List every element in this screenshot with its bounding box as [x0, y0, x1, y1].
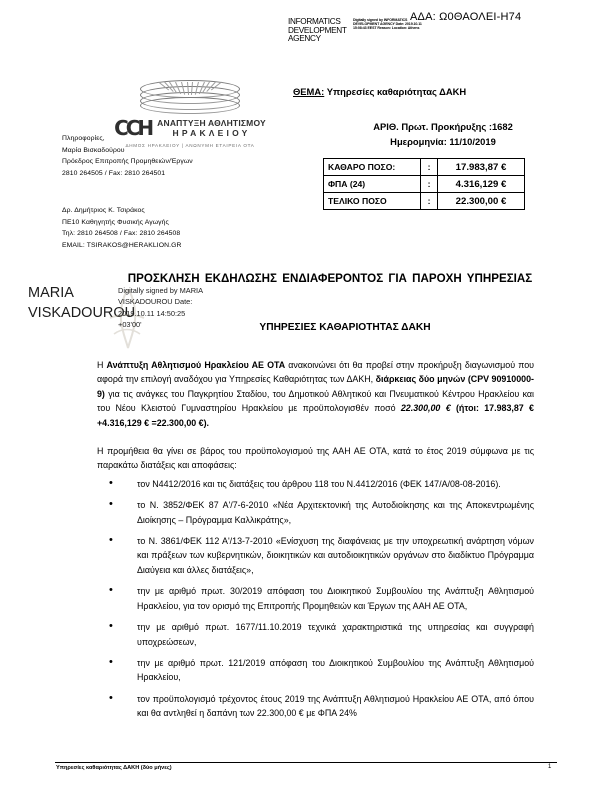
- table-row: [324, 193, 525, 210]
- amount-colon-total: :: [421, 193, 438, 210]
- contact-secondary-line-2: ΠΕ10 Καθηγητής Φυσικής Αγωγής: [62, 218, 169, 226]
- para1-seg3: διαγωνισμού που αφορά την επιλογή αναδόχου για Υπηρεσίες Καθαριότητας των ΔΑΚΗ,: [97, 360, 534, 385]
- para1-seg4: για τις ανάγκες του Παγκρητίου Σταδίου, του Δημοτικού Αθλητικού και Πνευματικού Κέντρου Ηρακλείου και του Νέου Κλειστού Γυμναστηρίου Ηρακλείου με προϋπολογισθέν ποσό: [97, 388, 534, 414]
- signature-metadata: Digitally signed by MARIA VISKADOUROU Date: 2019.10.11 14:50:25 +03'00': [118, 286, 203, 330]
- legal-clauses-list: [97, 477, 534, 721]
- footer-title: Υπηρεσίες καθαριότητας ΔΑΚΗ (δύο μήνες): [56, 765, 172, 771]
- logo-monogram-icon: CCH: [114, 116, 152, 140]
- document-body: [97, 358, 534, 728]
- ida-stamp-agency-name: INFORMATICS DEVELOPMENT AGENCY: [288, 17, 347, 44]
- stadium-arcs-icon: [140, 80, 240, 113]
- logo-line-2: ΗΡΑΚΛΕΙΟΥ: [172, 128, 251, 138]
- subject-line: [293, 86, 466, 97]
- logo-line-3: ΔΗΜΟΣ ΗΡΑΚΛΕΙΟΥ | ΑΝΩΝΥΜΗ ΕΤΑΙΡΕΙΑ ΟΤΑ: [125, 142, 255, 148]
- list-item: • τον προϋπολογισμό τρέχοντος έτους 2019 της Ανάπτυξη Αθλητισμού Ηρακλείου ΑΕ ΟΤΑ, από όπου και θα αντληθεί η δαπάνη των 22.300,00 € με ΦΠΑ 24%: [97, 692, 534, 721]
- para1-amount-bold: 22.300,00 €: [400, 403, 451, 414]
- protocol-date: Ημερομηνία: 11/10/2019: [390, 136, 496, 147]
- protocol-number: ΑΡΙΘ. Πρωτ. Προκήρυξης :1682: [373, 121, 513, 132]
- list-item: • την με αριθμό πρωτ. 1677/11.10.2019 τεχνικά χαρακτηριστικά της υπηρεσίας και συγγραφή υποχρεώσεων,: [97, 620, 534, 649]
- paragraph-announcement: [97, 358, 534, 430]
- paragraph-budget: Η προμήθεια θα γίνει σε βάρος του προϋπολογισμού της ΑΑΗ ΑΕ ΟΤΑ, κατά το έτος 2019 σύμφωνα με τις παρακάτω διατάξεις και αποφάσεις:: [97, 446, 534, 471]
- ada-reference-number: ΑΔΑ: Ω0ΘΑΟΛΕΙ-Η74: [410, 11, 522, 23]
- contact-secondary-line-1: Δρ. Δημήτριος Κ. Τσιράκος: [62, 207, 145, 214]
- ida-digital-signature-stamp: [288, 18, 425, 44]
- amount-label-net: ΚΑΘΑΡΟ ΠΟΣΟ:: [324, 159, 421, 176]
- list-item: • την με αριθμό πρωτ. 30/2019 απόφαση του Διοικητικού Συμβουλίου της Ανάπτυξη Αθλητισμού Ηρακλείου, για τον ορισμό της Επιτροπής Προμηθειών και Έργων της ΑΑΗ ΑΕ ΟΤΑ,: [97, 584, 534, 613]
- signature-name: MARIA VISKADOUROU: [28, 285, 136, 321]
- footer-divider: [55, 762, 557, 763]
- page-title: ΠΡΟΣΚΛΗΣΗ ΕΚΔΗΛΩΣΗΣ ΕΝΔΙΑΦΕΡΟΝΤΟΣ ΓΙΑ ΠΑΡΟΧΗ ΥΠΗΡΕΣΙΑΣ: [127, 272, 533, 285]
- amount-value-total: 22.300,00 €: [438, 193, 525, 210]
- contact-secondary-line-3: Τηλ: 2810 264508 / Fax: 2810 264508: [62, 230, 181, 238]
- amount-label-total: ΤΕΛΙΚΟ ΠΟΣΟ: [324, 193, 421, 210]
- table-row: [324, 159, 525, 176]
- contact-primary-line-3: Πρόεδρος Επιτροπής Προμηθειών/Έργων: [62, 158, 193, 166]
- footer-page-number: 1: [548, 764, 552, 770]
- list-item: • τον Ν4412/2016 και τις διατάξεις του άρθρου 118 του Ν.4412/2016 (ΦΕΚ 147/Α/08-08-2016).: [97, 477, 534, 491]
- para1-org-bold: Ανάπτυξη Αθλητισμού Ηρακλείου ΑΕ ΟΤΑ: [106, 360, 286, 370]
- subject-label: ΘΕΜΑ:: [293, 86, 325, 97]
- list-item: • το Ν. 3852/ΦΕΚ 87 Α'/7-6-2010 «Νέα Αρχιτεκτονική της Αυτοδιοίκησης και της Αποκεντρωμένης Διοίκησης – Πρόγραμμα Καλλικράτης»,: [97, 498, 534, 527]
- contact-block-primary: [62, 133, 193, 179]
- ida-stamp-metadata: Digitally signed by INFORMATICS DEVELOPMENT AGENCY Date: 2019.10.11 15:08:43 EEST Reason: Location: Athens: [353, 18, 422, 31]
- para1-cpv-bold: διάρκειας δύο μηνών (CPV 90910000-9): [97, 374, 534, 399]
- amount-colon-net: :: [421, 159, 438, 176]
- page-subtitle: ΥΠΗΡΕΣΙΕΣ ΚΑΘΑΡΙΟΤΗΤΑΣ ΔΑΚΗ: [259, 322, 431, 333]
- amount-value-vat: 4.316,129 €: [438, 176, 525, 193]
- amount-label-vat: ΦΠΑ (24): [324, 176, 421, 193]
- amounts-table: [323, 158, 525, 210]
- para1-seg2: ανακοινώνει ότι θα προβεί στην προκήρυξη: [285, 360, 465, 370]
- protocol-block: [293, 119, 593, 149]
- subject-value: Υπηρεσίες καθαριότητας ΔΑΚΗ: [326, 86, 467, 97]
- list-item: • την με αριθμό πρωτ. 121/2019 απόφαση του Διοικητικού Συμβουλίου της Ανάπτυξη Αθλητισμού Ηρακλείου,: [97, 656, 534, 685]
- amount-colon-vat: :: [421, 176, 438, 193]
- contact-secondary-email: EMAIL: TSIRAKOS@HERAKLION.GR: [62, 241, 182, 249]
- para1-seg5: (ήτοι: 17.983,87 € +4.316,129 € =22.300,00 €).: [97, 403, 534, 428]
- contact-primary-line-4: 2810 264505 / Fax: 2810 264501: [62, 169, 166, 177]
- logo-line-1: ΑΝΑΠΤΥΞΗ ΑΘΛΗΤΙΣΜΟΥ: [157, 118, 266, 128]
- amount-value-net: 17.983,87 €: [438, 159, 525, 176]
- list-item: • το Ν. 3861/ΦΕΚ 112 Α'/13-7-2010 «Ενίσχυση της διαφάνειας με την υποχρεωτική ανάρτηση νόμων και πράξεων των κυβερνητικών, διοικητικών και αυτοδιοικητικών οργάνων στο διαδίκτυο Πρόγραμμα Διαύγεια και άλλες διατάξεις»,: [97, 534, 534, 577]
- contact-block-secondary: [62, 205, 182, 251]
- para1-seg1: Η: [97, 360, 107, 370]
- stadium-ribs-icon: [158, 82, 222, 95]
- table-row: [324, 176, 525, 193]
- contact-primary-line-2: Μαρία Βισκαδούρου: [62, 146, 125, 154]
- contact-primary-line-1: Πληροφορίες,: [62, 135, 105, 142]
